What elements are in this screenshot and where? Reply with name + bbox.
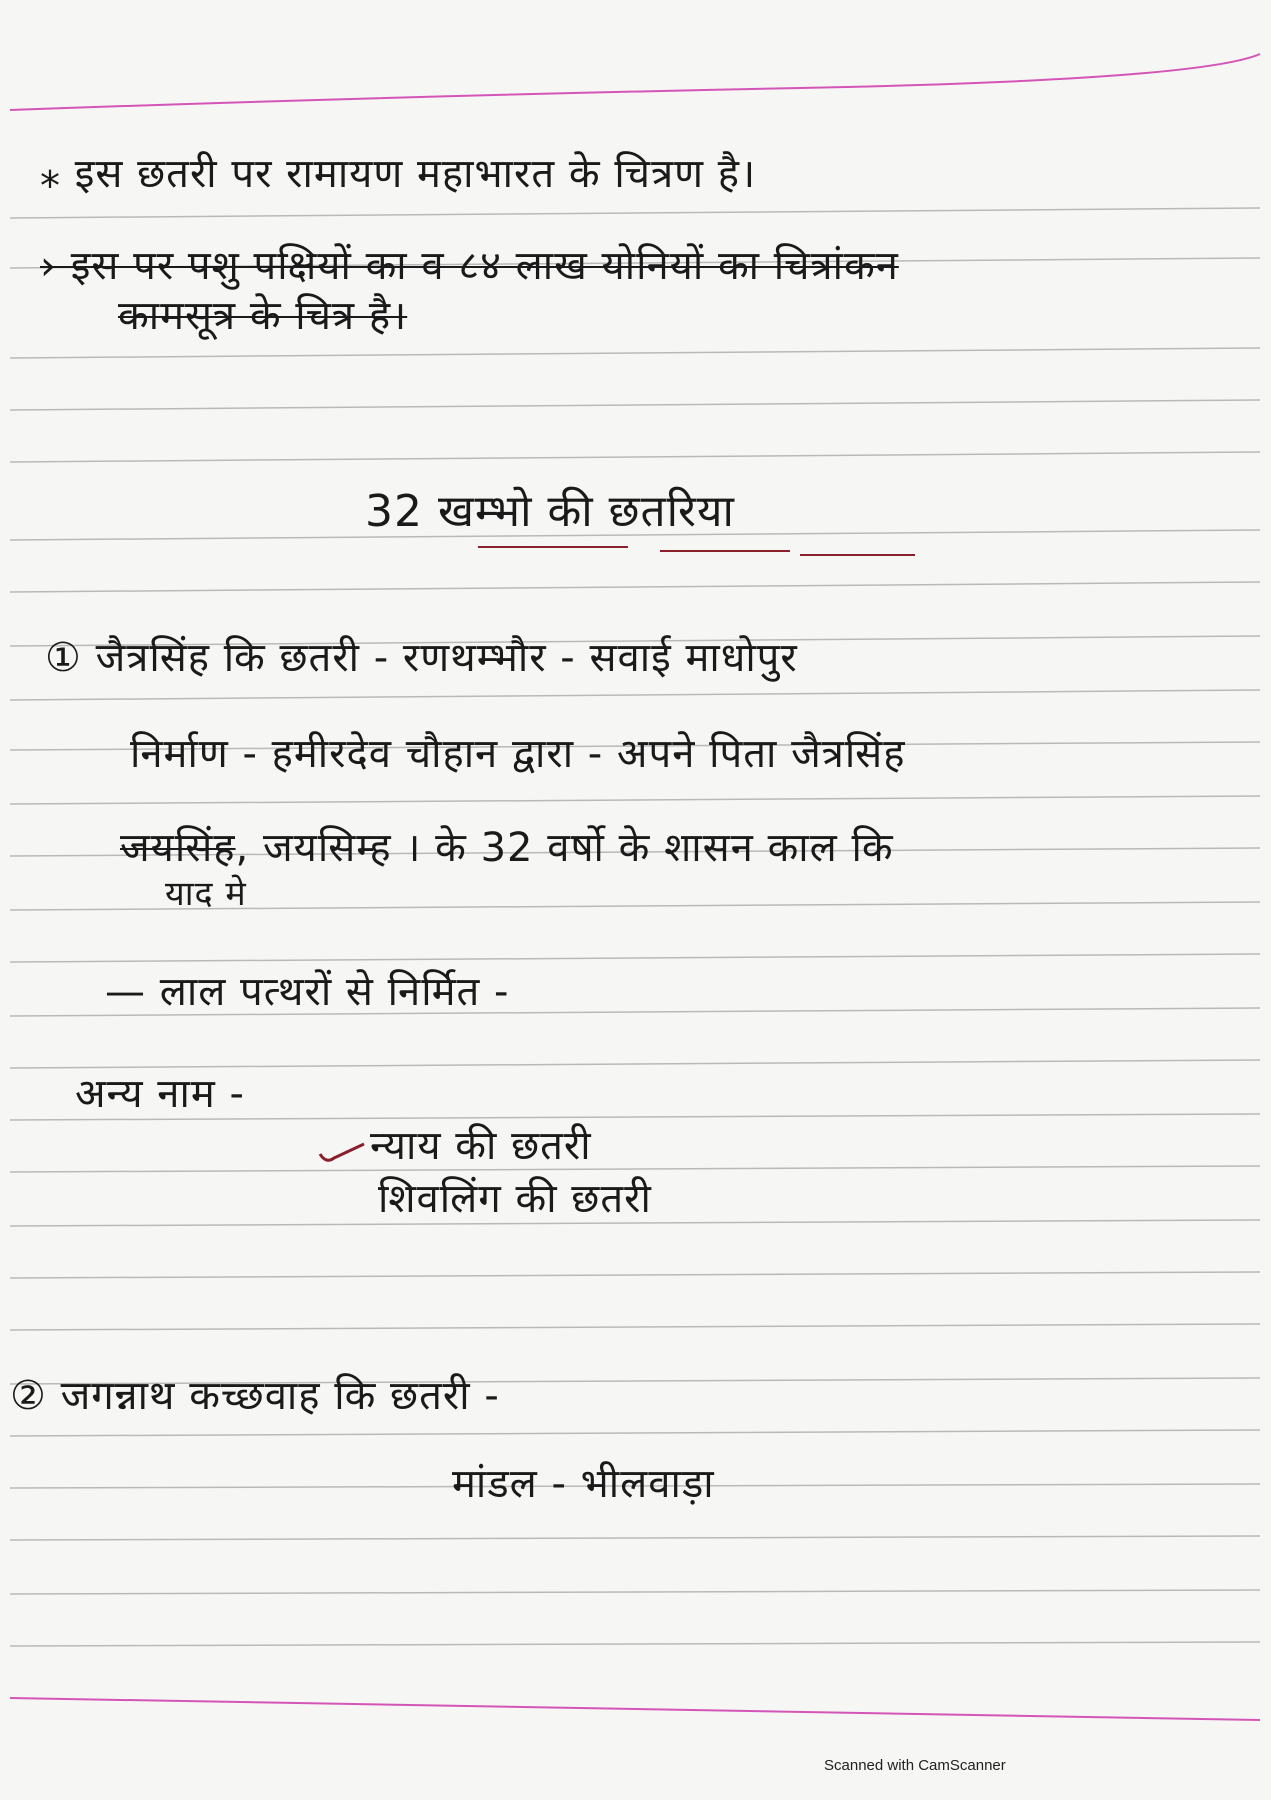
- other-names-label: अन्य नाम -: [75, 1071, 245, 1117]
- item2-heading: ② जगन्नाथ कच्छवाह कि छतरी -: [10, 1373, 500, 1419]
- other-name-shivling: शिवलिंग की छतरी: [378, 1176, 652, 1222]
- red-tick-mark: [318, 1140, 366, 1164]
- top-margin-line: [10, 54, 1260, 110]
- title-underline-1: [478, 546, 628, 548]
- title-underline-2: [660, 550, 790, 552]
- other-name-nyay: न्याय की छतरी: [370, 1123, 592, 1169]
- title-underline-3: [800, 554, 915, 556]
- bottom-margin-line: [10, 1698, 1260, 1720]
- scanner-footer: Scanned with CamScanner: [824, 1757, 1006, 1774]
- item1-memory: याद मे: [165, 874, 247, 914]
- note-line-kamasutra: कामसूत्र के चित्र है।: [118, 293, 408, 339]
- note-line-ramayana: ⁎ इस छतरी पर रामायण महाभारत के चित्रण है।: [40, 151, 757, 197]
- red-stone-line: — लाल पत्थरों से निर्मित -: [105, 969, 510, 1015]
- item2-place: मांडल - भीलवाड़ा: [452, 1461, 715, 1507]
- item1-heading: ① जैत्रसिंह कि छतरी - रणथम्भौर - सवाई माधोपुर: [45, 635, 798, 681]
- note-line-animals: › इस पर पशु पक्षियों का व ८४ लाख योनियों का चित्रांकन: [40, 243, 899, 289]
- item1-continuation-text: , जयसिम्ह । के 32 वर्षो के शासन काल कि: [235, 825, 894, 871]
- item1-construction: निर्माण - हमीरदेव चौहान द्वारा - अपने पिता जैत्रसिंह: [130, 731, 906, 777]
- section-title: 32 खम्भो की छतरिया: [365, 486, 735, 537]
- item1-continuation: [120, 824, 894, 872]
- struck-word: जयसिंह: [120, 825, 236, 871]
